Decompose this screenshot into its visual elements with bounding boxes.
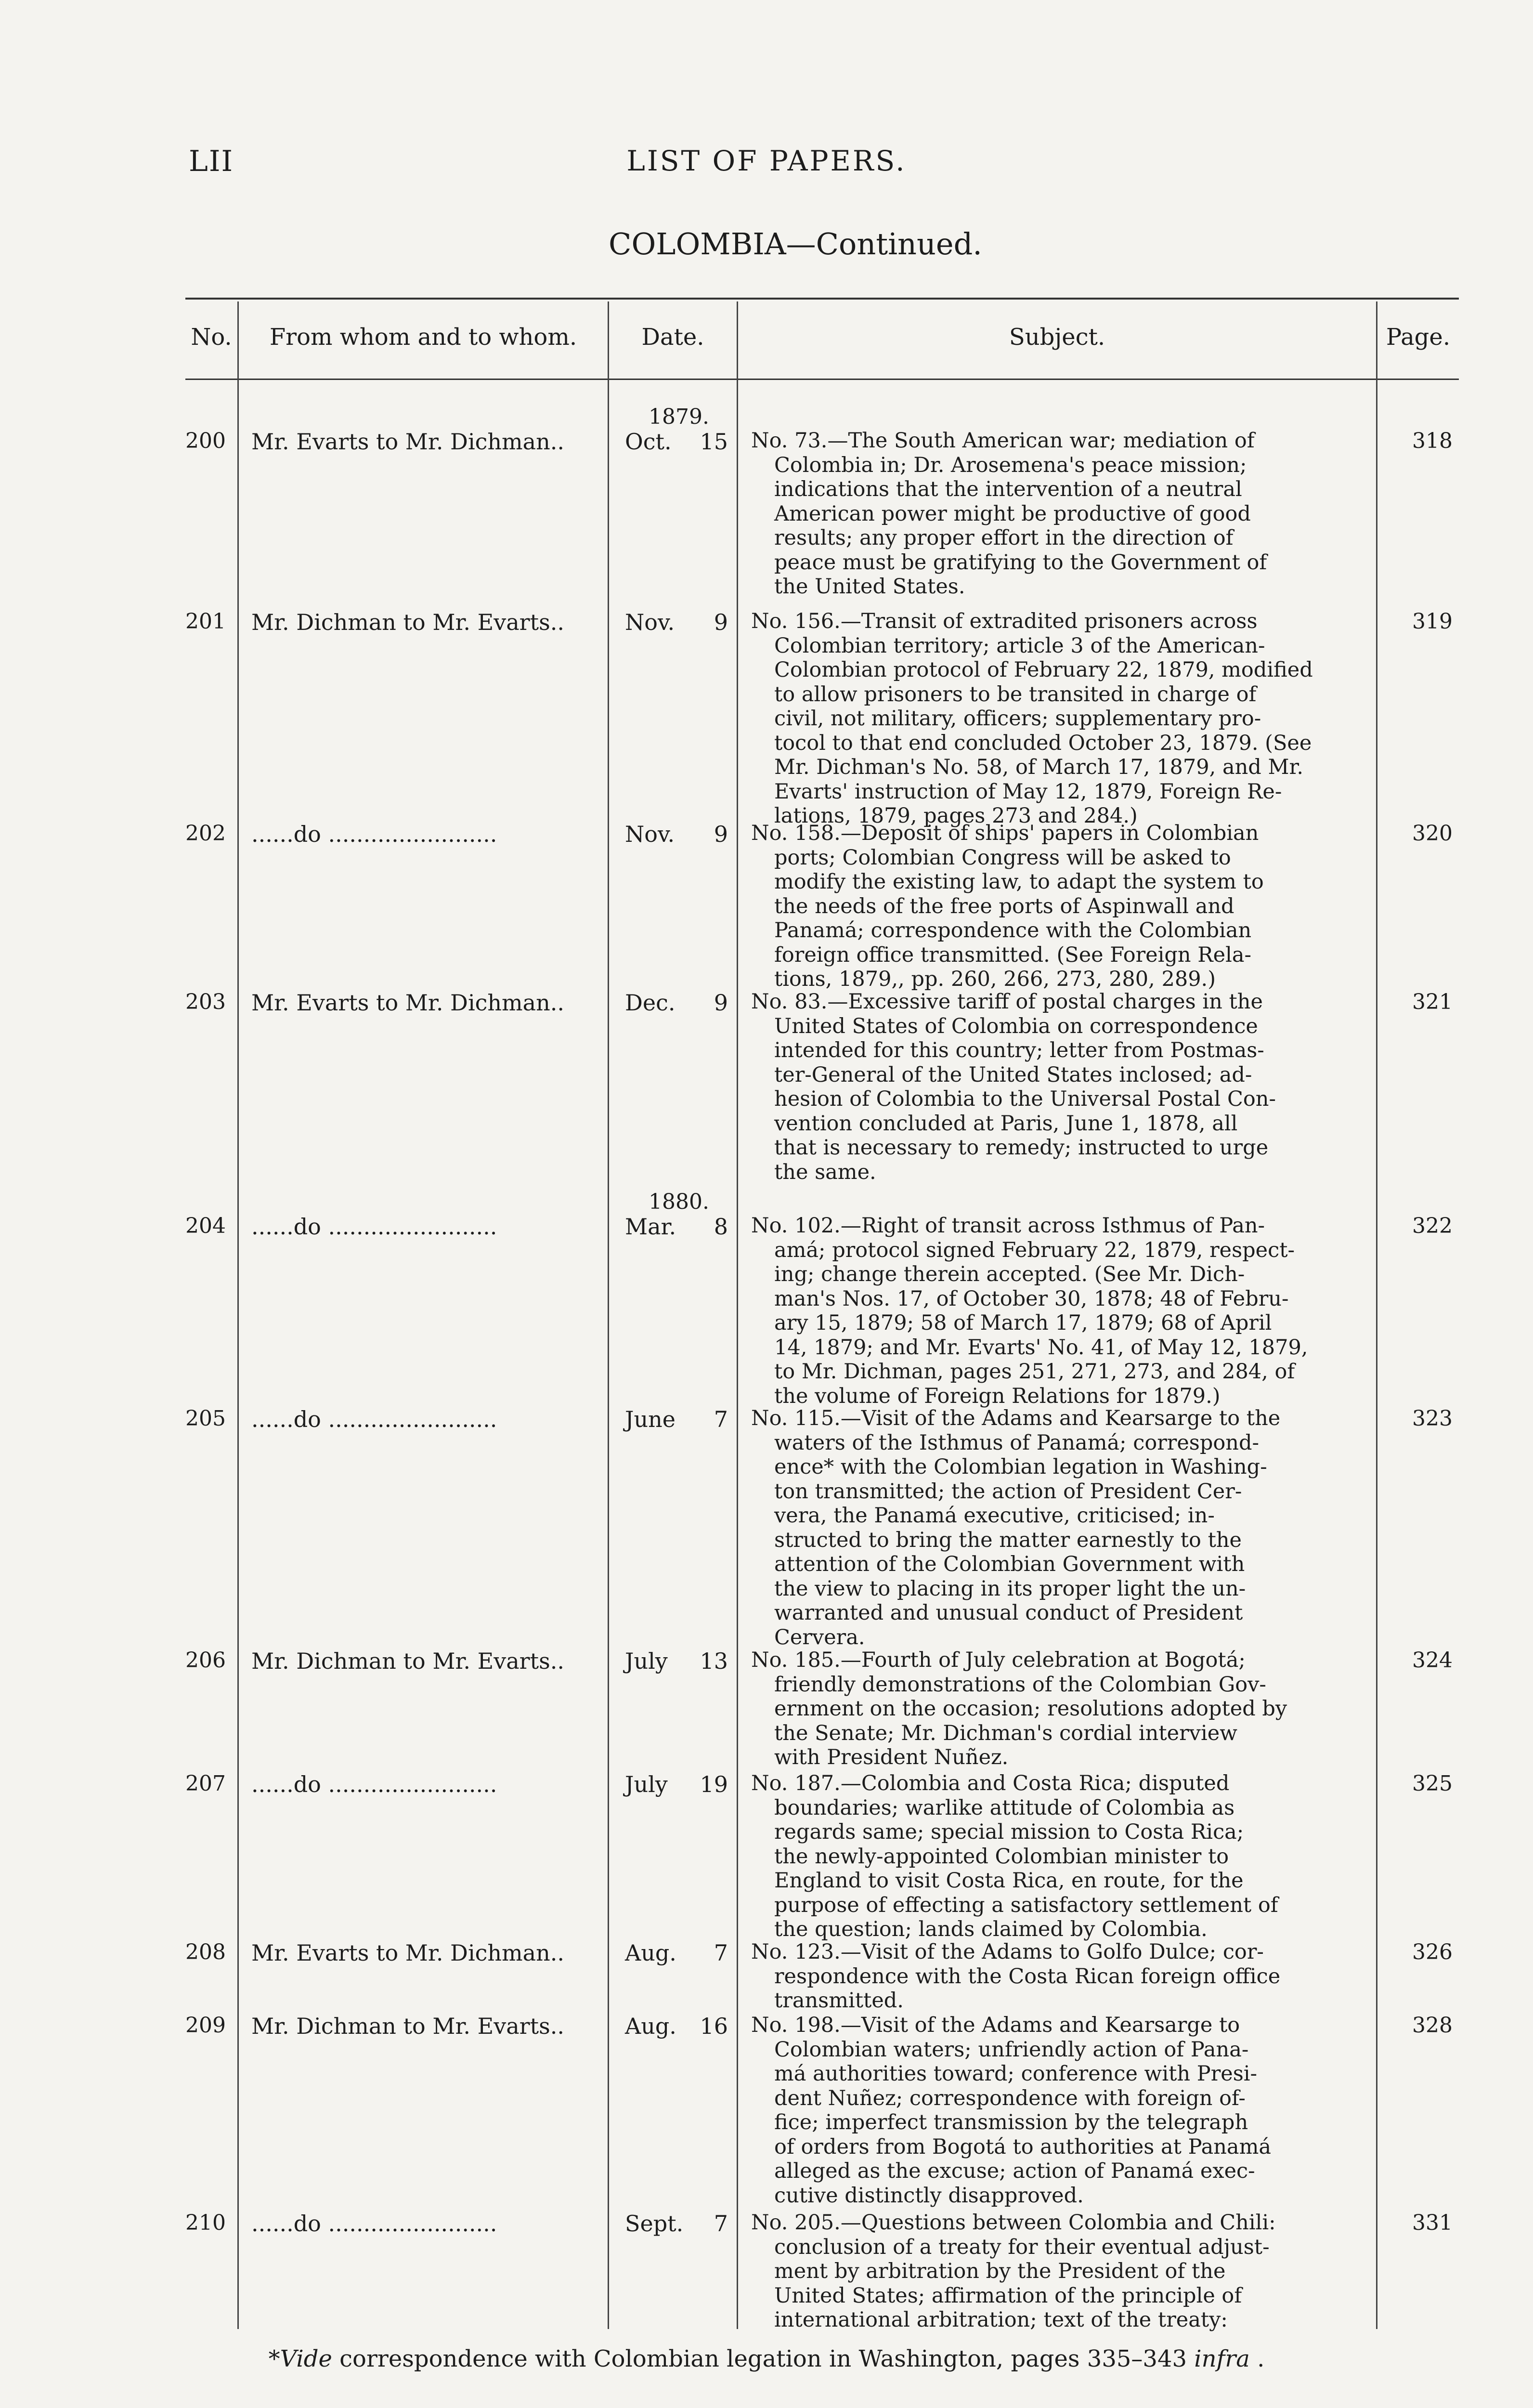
entry-number: 203 xyxy=(185,990,226,1014)
entry-page-ref: 320 xyxy=(1412,821,1453,846)
entry-date-month: June xyxy=(625,1406,676,1432)
entry-number: 201 xyxy=(185,609,226,634)
entry-year: 1880. xyxy=(649,1190,709,1214)
entry-date-month: July xyxy=(625,1771,668,1797)
subject-line: to Mr. Dichman, pages 251, 271, 273, and 284, of xyxy=(774,1360,1295,1384)
subject-line: No. 83.—Excessive tariff of postal charges in the xyxy=(751,990,1263,1014)
subject-line: tocol to that end concluded October 23, 1879. (See xyxy=(774,731,1312,755)
entry-page-ref: 321 xyxy=(1412,990,1453,1014)
subject-line: boundaries; warlike attitude of Colombia as xyxy=(774,1795,1235,1820)
subject-line: 14, 1879; and Mr. Evarts' No. 41, of May 12, 1879, xyxy=(774,1335,1308,1360)
column-header-from: From whom and to whom. xyxy=(269,324,577,351)
subject-line: to allow prisoners to be transited in charge of xyxy=(774,682,1257,707)
subject-line: ernment on the occasion; resolutions adopted by xyxy=(774,1697,1287,1721)
entry-correspondents: Mr. Evarts to Mr. Dichman.. xyxy=(251,990,564,1016)
subject-line: alleged as the excuse; action of Panamá exec- xyxy=(774,2159,1255,2183)
subject-line: Colombian waters; unfriendly action of Pana- xyxy=(774,2037,1249,2062)
subject-line: Colombia in; Dr. Arosemena's peace mission; xyxy=(774,453,1247,477)
column-divider xyxy=(1376,301,1377,2329)
entry-correspondents: ......do ........................ xyxy=(251,1771,497,1797)
entry-date-day: 13 xyxy=(700,1648,728,1674)
subject-line: ports; Colombian Congress will be asked to xyxy=(774,845,1231,870)
subject-line: No. 198.—Visit of the Adams and Kearsarge to xyxy=(751,2013,1240,2037)
entry-page-ref: 331 xyxy=(1412,2211,1453,2235)
entry-number: 207 xyxy=(185,1771,226,1796)
subject-line: ary 15, 1879; 58 of March 17, 1879; 68 of April xyxy=(774,1311,1272,1335)
entry-date-month: Nov. xyxy=(625,821,675,847)
subject-line: civil, not military, officers; supplementary pro- xyxy=(774,707,1261,731)
column-divider xyxy=(608,301,609,2329)
entry-year: 1879. xyxy=(649,405,709,429)
subject-line: of orders from Bogotá to authorities at Panamá xyxy=(774,2134,1271,2159)
subject-line: the newly-appointed Colombian minister to xyxy=(774,1844,1229,1869)
subject-line: Mr. Dichman's No. 58, of March 17, 1879, and Mr. xyxy=(774,755,1304,779)
entry-number: 205 xyxy=(185,1406,226,1431)
subject-line: Cervera. xyxy=(774,1625,865,1649)
entry-date-month: Dec. xyxy=(625,990,676,1016)
section-heading: COLOMBIA—Continued. xyxy=(609,226,982,262)
subject-line: the volume of Foreign Relations for 1879.) xyxy=(774,1384,1221,1408)
entry-subject xyxy=(751,1406,1363,1649)
column-header-page: Page. xyxy=(1386,324,1451,351)
subject-line: ing; change therein accepted. (See Mr. Dich- xyxy=(774,1262,1245,1286)
entry-subject xyxy=(751,1771,1363,1942)
subject-line: the same. xyxy=(774,1160,876,1184)
subject-line: respondence with the Costa Rican foreign office xyxy=(774,1964,1281,1989)
subject-line: vention concluded at Paris, June 1, 1878, all xyxy=(774,1111,1238,1136)
entry-subject xyxy=(751,1940,1363,2013)
entry-subject xyxy=(751,609,1363,828)
subject-line: má authorities toward; conference with Presi- xyxy=(774,2062,1258,2086)
subject-line: international arbitration; text of the treaty: xyxy=(774,2308,1228,2332)
column-divider xyxy=(737,301,738,2329)
subject-line: ton transmitted; the action of President Cer- xyxy=(774,1479,1242,1504)
table-top-rule xyxy=(185,298,1459,300)
subject-line: the Senate; Mr. Dichman's cordial interview xyxy=(774,1721,1237,1745)
subject-line: with President Nuñez. xyxy=(774,1745,1009,1769)
subject-line: Colombian protocol of February 22, 1879, modified xyxy=(774,658,1313,682)
subject-line: that is necessary to remedy; instructed to urge xyxy=(774,1136,1269,1160)
subject-line: the question; lands claimed by Colombia. xyxy=(774,1917,1208,1941)
entry-date-month: Sept. xyxy=(625,2211,684,2237)
page-number: LII xyxy=(189,144,234,178)
entry-date-day: 7 xyxy=(714,1940,728,1966)
subject-line: peace must be gratifying to the Government of xyxy=(774,550,1267,575)
subject-line: No. 187.—Colombia and Costa Rica; disputed xyxy=(751,1771,1230,1795)
subject-line: Colombian territory; article 3 of the American- xyxy=(774,633,1265,658)
entry-date-day: 19 xyxy=(700,1771,728,1797)
entry-page-ref: 322 xyxy=(1412,1214,1453,1238)
entry-date-month: Oct. xyxy=(625,429,672,455)
subject-line: results; any proper effort in the direction of xyxy=(774,526,1234,550)
subject-line: ter-General of the United States inclosed; ad- xyxy=(774,1062,1252,1087)
entry-number: 204 xyxy=(185,1214,226,1238)
subject-line: ence* with the Colombian legation in Washing- xyxy=(774,1455,1267,1479)
subject-line: foreign office transmitted. (See Foreign Rela- xyxy=(774,942,1252,967)
subject-line: No. 123.—Visit of the Adams to Golfo Dulce; cor- xyxy=(751,1940,1264,1964)
entry-subject xyxy=(751,821,1363,992)
column-header-date: Date. xyxy=(641,324,704,351)
entry-subject xyxy=(751,1648,1363,1770)
subject-line: indications that the intervention of a neutral xyxy=(774,477,1242,501)
entry-date-day: 9 xyxy=(714,990,728,1016)
entry-date-month: Nov. xyxy=(625,609,675,635)
entry-page-ref: 324 xyxy=(1412,1648,1453,1673)
entry-subject xyxy=(751,1214,1363,1408)
entry-page-ref: 325 xyxy=(1412,1771,1453,1796)
entry-number: 200 xyxy=(185,429,226,453)
entry-date-month: Aug. xyxy=(625,1940,676,1966)
entry-page-ref: 318 xyxy=(1412,429,1453,453)
column-divider xyxy=(237,301,239,2329)
entry-number: 210 xyxy=(185,2211,226,2235)
subject-line: ment by arbitration by the President of the xyxy=(774,2259,1226,2283)
subject-line: amá; protocol signed February 22, 1879, respect- xyxy=(774,1238,1295,1262)
column-header-subject: Subject. xyxy=(1009,324,1105,351)
subject-line: No. 73.—The South American war; mediation of xyxy=(751,429,1255,453)
entry-date-day: 9 xyxy=(714,821,728,847)
entry-correspondents: ......do ........................ xyxy=(251,2211,497,2237)
subject-line: man's Nos. 17, of October 30, 1878; 48 of Febru- xyxy=(774,1286,1289,1311)
subject-line: the United States. xyxy=(774,575,965,599)
subject-line: waters of the Isthmus of Panamá; correspond- xyxy=(774,1430,1260,1455)
entry-number: 206 xyxy=(185,1648,226,1673)
subject-line: conclusion of a treaty for their eventual adjust- xyxy=(774,2235,1270,2259)
subject-line: friendly demonstrations of the Colombian Gov- xyxy=(774,1672,1266,1697)
subject-line: United States; affirmation of the principle of xyxy=(774,2283,1242,2308)
subject-line: No. 156.—Transit of extradited prisoners across xyxy=(751,609,1258,633)
entry-date-month: Aug. xyxy=(625,2013,676,2039)
entry-correspondents: ......do ........................ xyxy=(251,821,497,847)
entry-subject xyxy=(751,429,1363,599)
entry-page-ref: 328 xyxy=(1412,2013,1453,2038)
entry-page-ref: 323 xyxy=(1412,1406,1453,1431)
subject-line: No. 158.—Deposit of ships' papers in Colombian xyxy=(751,821,1259,845)
entry-correspondents: ......do ........................ xyxy=(251,1406,497,1432)
subject-line: purpose of effecting a satisfactory settlement of xyxy=(774,1893,1278,1917)
subject-line: the view to placing in its proper light the un- xyxy=(774,1576,1246,1601)
subject-line: No. 185.—Fourth of July celebration at Bogotá; xyxy=(751,1648,1246,1672)
entry-date-day: 8 xyxy=(714,1214,728,1240)
entry-number: 209 xyxy=(185,2013,226,2038)
subject-line: No. 205.—Questions between Colombia and Chili: xyxy=(751,2211,1276,2235)
subject-line: Evarts' instruction of May 12, 1879, Foreign Re- xyxy=(774,779,1282,804)
entry-correspondents: Mr. Dichman to Mr. Evarts.. xyxy=(251,609,564,635)
subject-line: No. 115.—Visit of the Adams and Kearsarge to the xyxy=(751,1406,1281,1430)
entry-date-day: 9 xyxy=(714,609,728,635)
entry-correspondents: Mr. Evarts to Mr. Dichman.. xyxy=(251,429,564,455)
entry-date-month: July xyxy=(625,1648,668,1674)
subject-line: tions, 1879,, pp. 260, 266, 273, 280, 289.) xyxy=(774,967,1216,991)
subject-line: dent Nuñez; correspondence with foreign of- xyxy=(774,2086,1246,2110)
entry-date-day: 16 xyxy=(700,2013,728,2039)
subject-line: Panamá; correspondence with the Colombian xyxy=(774,918,1252,942)
entry-date-month: Mar. xyxy=(625,1214,676,1240)
entry-date-day: 7 xyxy=(714,1406,728,1432)
entry-date-day: 7 xyxy=(714,2211,728,2237)
entry-correspondents: Mr. Dichman to Mr. Evarts.. xyxy=(251,2013,564,2039)
subject-line: No. 102.—Right of transit across Isthmus of Pan- xyxy=(751,1214,1265,1238)
subject-line: lations, 1879, pages 273 and 284.) xyxy=(774,804,1138,828)
subject-line: warranted and unusual conduct of President xyxy=(774,1601,1243,1625)
entry-correspondents: Mr. Evarts to Mr. Dichman.. xyxy=(251,1940,564,1966)
subject-line: vera, the Panamá executive, criticised; in- xyxy=(774,1504,1215,1528)
subject-line: regards same; special mission to Costa Rica; xyxy=(774,1820,1244,1844)
table-header-rule xyxy=(185,379,1459,380)
subject-line: the needs of the free ports of Aspinwall and xyxy=(774,894,1234,918)
subject-line: England to visit Costa Rica, en route, for the xyxy=(774,1869,1244,1893)
subject-line: transmitted. xyxy=(774,1989,904,2013)
subject-line: United States of Colombia on correspondence xyxy=(774,1014,1258,1038)
entry-number: 208 xyxy=(185,1940,226,1964)
subject-line: structed to bring the matter earnestly to the xyxy=(774,1528,1242,1552)
entry-correspondents: ......do ........................ xyxy=(251,1214,497,1240)
entry-date-day: 15 xyxy=(700,429,728,455)
footnote: *Vide correspondence with Colombian legation in Washington, pages 335–343 infra . xyxy=(268,2345,1265,2372)
entry-subject xyxy=(751,2211,1363,2332)
subject-line: cutive distinctly disapproved. xyxy=(774,2183,1084,2208)
subject-line: modify the existing law, to adapt the system to xyxy=(774,870,1264,894)
entry-page-ref: 326 xyxy=(1412,1940,1453,1964)
entry-subject xyxy=(751,2013,1363,2208)
column-header-no: No. xyxy=(191,324,232,351)
entry-subject xyxy=(751,990,1363,1184)
page-title: LIST OF PAPERS. xyxy=(626,144,907,177)
entry-number: 202 xyxy=(185,821,226,846)
subject-line: intended for this country; letter from Postmas- xyxy=(774,1038,1264,1062)
subject-line: attention of the Colombian Government with xyxy=(774,1552,1245,1576)
entry-page-ref: 319 xyxy=(1412,609,1453,634)
subject-line: fice; imperfect transmission by the telegraph xyxy=(774,2110,1248,2134)
subject-line: hesion of Colombia to the Universal Postal Con- xyxy=(774,1087,1276,1111)
subject-line: American power might be productive of good xyxy=(774,501,1251,526)
entry-correspondents: Mr. Dichman to Mr. Evarts.. xyxy=(251,1648,564,1674)
